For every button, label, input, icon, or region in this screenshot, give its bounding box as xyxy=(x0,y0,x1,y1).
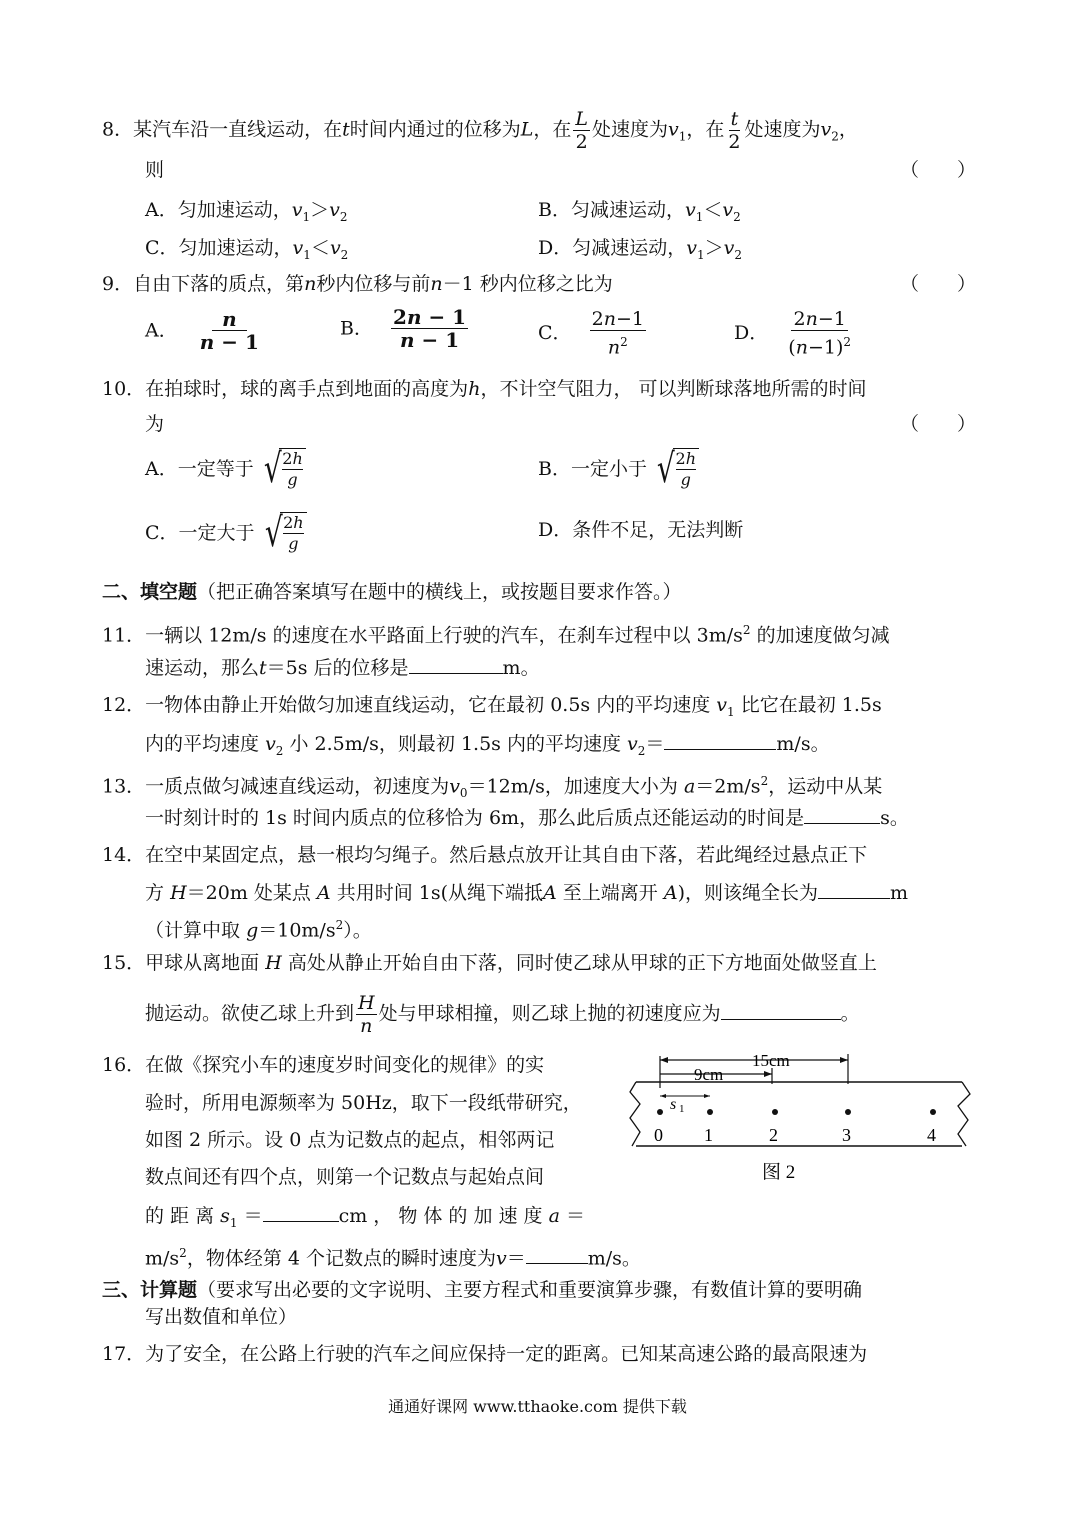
q11-line2: 速运动，那么t＝5s 后的位移是 m。 xyxy=(145,657,540,679)
label-9cm: 9cm xyxy=(694,1065,724,1084)
q8-option-a[interactable]: A．匀加速运动，$v_1>v_2$ xyxy=(145,199,348,224)
sqrt-2h-over-g: √ 2h g xyxy=(653,448,699,490)
q16-line4: 数点间还有四个点，则第一个记数点与起始点间 xyxy=(145,1166,545,1188)
paper-tape-figure xyxy=(620,1046,980,1191)
tape-point-2 xyxy=(772,1109,778,1115)
q14-line1: 14．在空中某固定点，悬一根均匀绳子。然后悬点放开让其自由下落，若此绳经过悬点正下 xyxy=(102,844,868,866)
section-calculation-desc2: 写出数值和单位） xyxy=(145,1306,298,1328)
q10-line2: 为 xyxy=(145,413,165,435)
fraction-L-over-2: $\frac{L}{2}$ xyxy=(575,108,589,153)
tape-point-4 xyxy=(930,1109,936,1115)
q17-line1: 17．为了安全，在公路上行驶的汽车之间应保持一定的距离。已知某高速公路的最高限速为 xyxy=(102,1343,868,1365)
q15-answer-blank[interactable] xyxy=(721,1001,841,1020)
q8-option-c[interactable]: C．匀加速运动，$v_1<v_2$ xyxy=(145,237,349,262)
q10-option-a[interactable]: A．一定等于 √ 2h g xyxy=(145,448,306,490)
q9-stem: 9．自由下落的质点，第n秒内位移与前n－1 秒内位移之比为 xyxy=(102,273,613,295)
q9-answer-paren[interactable]: （ ） xyxy=(900,273,977,295)
q8-option-b[interactable]: B．匀减速运动，$v_1<v_2$ xyxy=(538,199,741,224)
label-15cm: 15cm xyxy=(752,1051,790,1070)
q8-line2: 则 xyxy=(145,159,165,181)
q8-option-d[interactable]: D．匀减速运动，$v_1>v_2$ xyxy=(538,237,742,262)
tape-point-1 xyxy=(707,1109,713,1115)
section-fill-in: 二、填空题（把正确答案填写在题中的横线上，或按题目要求作答。） xyxy=(102,581,682,603)
q8-line1: 8．某汽车沿一直线运动，在t时间内通过的位移为L，在 $\frac{L}{2}$ 处速度为$v_1$，在 $\frac{t}{2}$ 处速度为$v_2$， xyxy=(102,108,858,153)
tape-left-tear xyxy=(630,1082,640,1146)
q13-answer-blank[interactable] xyxy=(804,805,880,824)
q16-line2: 验时，所用电源频率为 50Hz，取下一段纸带研究， xyxy=(145,1092,582,1114)
fraction-t-over-2: $\frac{t}{2}$ xyxy=(728,108,741,153)
figure-caption: 图 2 xyxy=(762,1162,796,1183)
q14-line2: 方 H＝20m 处某点 A 共用时间 1s(从绳下端抵A 至上端离开 A)，则该绳全长为 m xyxy=(145,882,909,904)
tape-point-0 xyxy=(657,1109,663,1115)
q16-line5: 的 距 离 $s_1$ ＝ cm ， 物 体 的 加 速 度 a ＝ xyxy=(145,1205,585,1230)
point-label-1: 1 xyxy=(704,1125,713,1145)
q9-option-d[interactable]: D． $\frac{2n-1}{(n-1)^2}$ xyxy=(734,308,852,359)
tape-right-tear xyxy=(958,1082,970,1146)
q13-line1: 13．一质点做匀减速直线运动，初速度为$v_0=12m/s$，加速度大小为 $a=2m/s^2$，运动中从某 xyxy=(102,774,883,801)
q15-line2: 抛运动。欲使乙球上升到 $\frac{H}{n}$ 处与甲球相撞，则乙球上抛的初速度应为 。 xyxy=(145,992,860,1037)
q9-option-c[interactable]: C． $\frac{2n-1}{n^2}$ xyxy=(538,308,644,359)
q16-line1: 16．在做《探究小车的速度岁时间变化的规律》的实 xyxy=(102,1054,545,1076)
sqrt-2h-over-g: √ 2h g xyxy=(261,512,307,554)
tape-point-3 xyxy=(845,1109,851,1115)
q12-line1: 12．一物体由静止开始做匀加速直线运动，它在最初 0.5s 内的平均速度 $v_1$ 比它在最初 1.5s xyxy=(102,694,882,719)
q15-line1: 15．甲球从离地面 H 高处从静止开始自由下落，同时使乙球从甲球的正下方地面处做竖直上 xyxy=(102,952,877,974)
q10-answer-paren[interactable]: （ ） xyxy=(900,413,977,435)
point-label-3: 3 xyxy=(842,1125,851,1145)
label-s1-subscript: 1 xyxy=(679,1103,685,1115)
q10-option-c[interactable]: C．一定大于 √ 2h g xyxy=(145,512,307,554)
q16-line6: $m/s^2$，物体经第 4 个记数点的瞬时速度为v＝ m/s。 xyxy=(145,1246,641,1270)
q11-answer-blank[interactable] xyxy=(409,655,503,674)
q8-answer-paren[interactable]: （ ） xyxy=(900,159,977,181)
q10-option-d[interactable]: D．条件不足，无法判断 xyxy=(538,519,744,541)
section-calculation: 三、计算题（要求写出必要的文字说明、主要方程式和重要演算步骤，有数值计算的要明确 xyxy=(102,1279,863,1301)
point-label-0: 0 xyxy=(654,1125,663,1145)
q12-answer-blank[interactable] xyxy=(664,731,776,750)
label-s1: s xyxy=(670,1096,677,1113)
q16-s1-blank[interactable] xyxy=(263,1203,339,1222)
q11-line1: 11．一辆以 12m/s 的速度在水平路面上行驶的汽车，在刹车过程中以 $3m/s^2$ 的加速度做匀减 xyxy=(102,623,890,647)
sqrt-2h-over-g: √ 2h g xyxy=(260,448,306,490)
q10-stem: 10．在拍球时，球的离手点到地面的高度为h，不计空气阻力， 可以判断球落地所需的时间 xyxy=(102,378,867,400)
q16-v-blank[interactable] xyxy=(526,1245,588,1264)
q14-line3: （计算中取 $g=10m/s^2$）。 xyxy=(145,918,372,942)
q9-option-b[interactable]: B． $\frac{2n - 1}{n - 1}$ xyxy=(340,305,467,352)
q9-option-a[interactable]: A． $\frac{n}{n - 1}$ xyxy=(145,307,259,354)
point-label-4: 4 xyxy=(927,1125,936,1145)
q14-answer-blank[interactable] xyxy=(818,880,890,899)
q12-line2: 内的平均速度 $v_2$ 小 2.5m/s，则最初 1.5s 内的平均速度 $v_2= m/s$。 xyxy=(145,733,830,758)
q10-option-b[interactable]: B．一定小于 √ 2h g xyxy=(538,448,699,490)
page-footer: 通通好课网 www.tthaoke.com 提供下载 xyxy=(388,1397,687,1416)
point-label-2: 2 xyxy=(769,1125,778,1145)
q13-line2: 一时刻计时的 1s 时间内质点的位移恰为 6m，那么此后质点还能运动的时间是 s。 xyxy=(145,807,909,829)
q16-line3: 如图 2 所示。设 0 点为记数点的起点，相邻两记 xyxy=(145,1129,555,1151)
